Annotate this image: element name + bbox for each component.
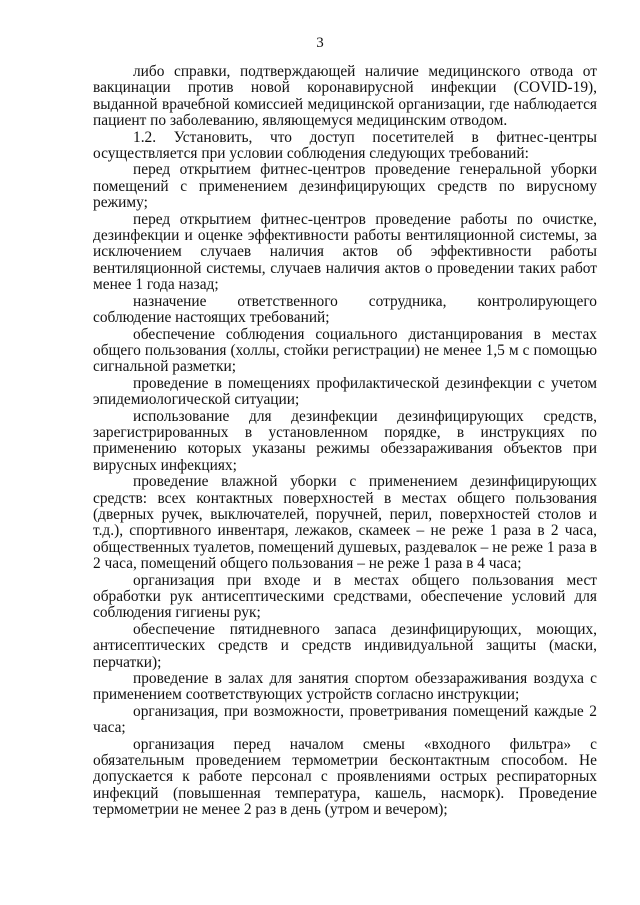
paragraph: использование для дезинфекции дезинфицирующих средств, зарегистрированных в установленном порядке, в инструкциях по применению которых указаны режимы обеззараживания объектов при вирусных инфекциях; xyxy=(93,407,597,474)
paragraph: проведение влажной уборки с применением дезинфицирующих средств: всех контактных поверхностей в местах общего пользования (дверных ручек, выключателей, поручней, перил, поверхностей столов и т.д.), спортивного инвентаря, лежаков, скамеек – не реже 1 раза в 2 часа, общественных туалетов, помещений душевых, раздевалок – не реже 1 раза в 2 часа, помещений общего пользования – не реже 1 раза в 4 часа; xyxy=(93,473,597,573)
page-number: 3 xyxy=(316,35,324,51)
paragraph: организация перед началом смены «входного фильтра» с обязательным проведением термометрии бесконтактным способом. Не допускается к работе персонал с проявлениями острых респираторных инфекций (повышенная температура, кашель, насморк). Проведение термометрии не менее 2 раз в день (утром и вечером); xyxy=(93,735,597,819)
document-body xyxy=(93,64,597,819)
paragraph: 1.2. Установить, что доступ посетителей в фитнес-центры осуществляется при условии соблюдения следующих требований: xyxy=(93,128,597,163)
paragraph: организация при входе и в местах общего пользования мест обработки рук антисептическими средствами, обеспечение условий для соблюдения гигиены рук; xyxy=(93,571,597,622)
paragraph: организация, при возможности, проветривания помещений каждые 2 часа; xyxy=(93,702,597,737)
paragraph: назначение ответственного сотрудника, контролирующего соблюдение настоящих требований; xyxy=(93,292,597,327)
paragraph: обеспечение пятидневного запаса дезинфицирующих, моющих, антисептических средств и средств индивидуальной защиты (маски, перчатки); xyxy=(93,620,597,671)
paragraph: проведение в помещениях профилактической дезинфекции с учетом эпидемиологической ситуации; xyxy=(93,374,597,409)
paragraph: проведение в залах для занятия спортом обеззараживания воздуха с применением соответствующих устройств согласно инструкции; xyxy=(93,670,597,704)
paragraph: обеспечение соблюдения социального дистанцирования в местах общего пользования (холлы, стойки регистрации) не менее 1,5 м с помощью сигнальной разметки; xyxy=(93,325,597,376)
paragraph: перед открытием фитнес-центров проведение работы по очистке, дезинфекции и оценке эффективности работы вентиляционной системы, за исключением случаев наличия актов об эффективности работы вентиляционной системы, случаев наличия актов о проведении таких работ менее 1 года назад; xyxy=(93,210,597,294)
paragraph: перед открытием фитнес-центров проведение генеральной уборки помещений с применением дезинфицирующих средств по вирусному режиму; xyxy=(93,161,597,212)
paragraph: либо справки, подтверждающей наличие медицинского отвода от вакцинации против новой коронавирусной инфекции (COVID-19), выданной врачебной комиссией медицинской организации, где наблюдается пациент по заболеванию, являющемуся медицинским отводом. xyxy=(93,63,597,130)
